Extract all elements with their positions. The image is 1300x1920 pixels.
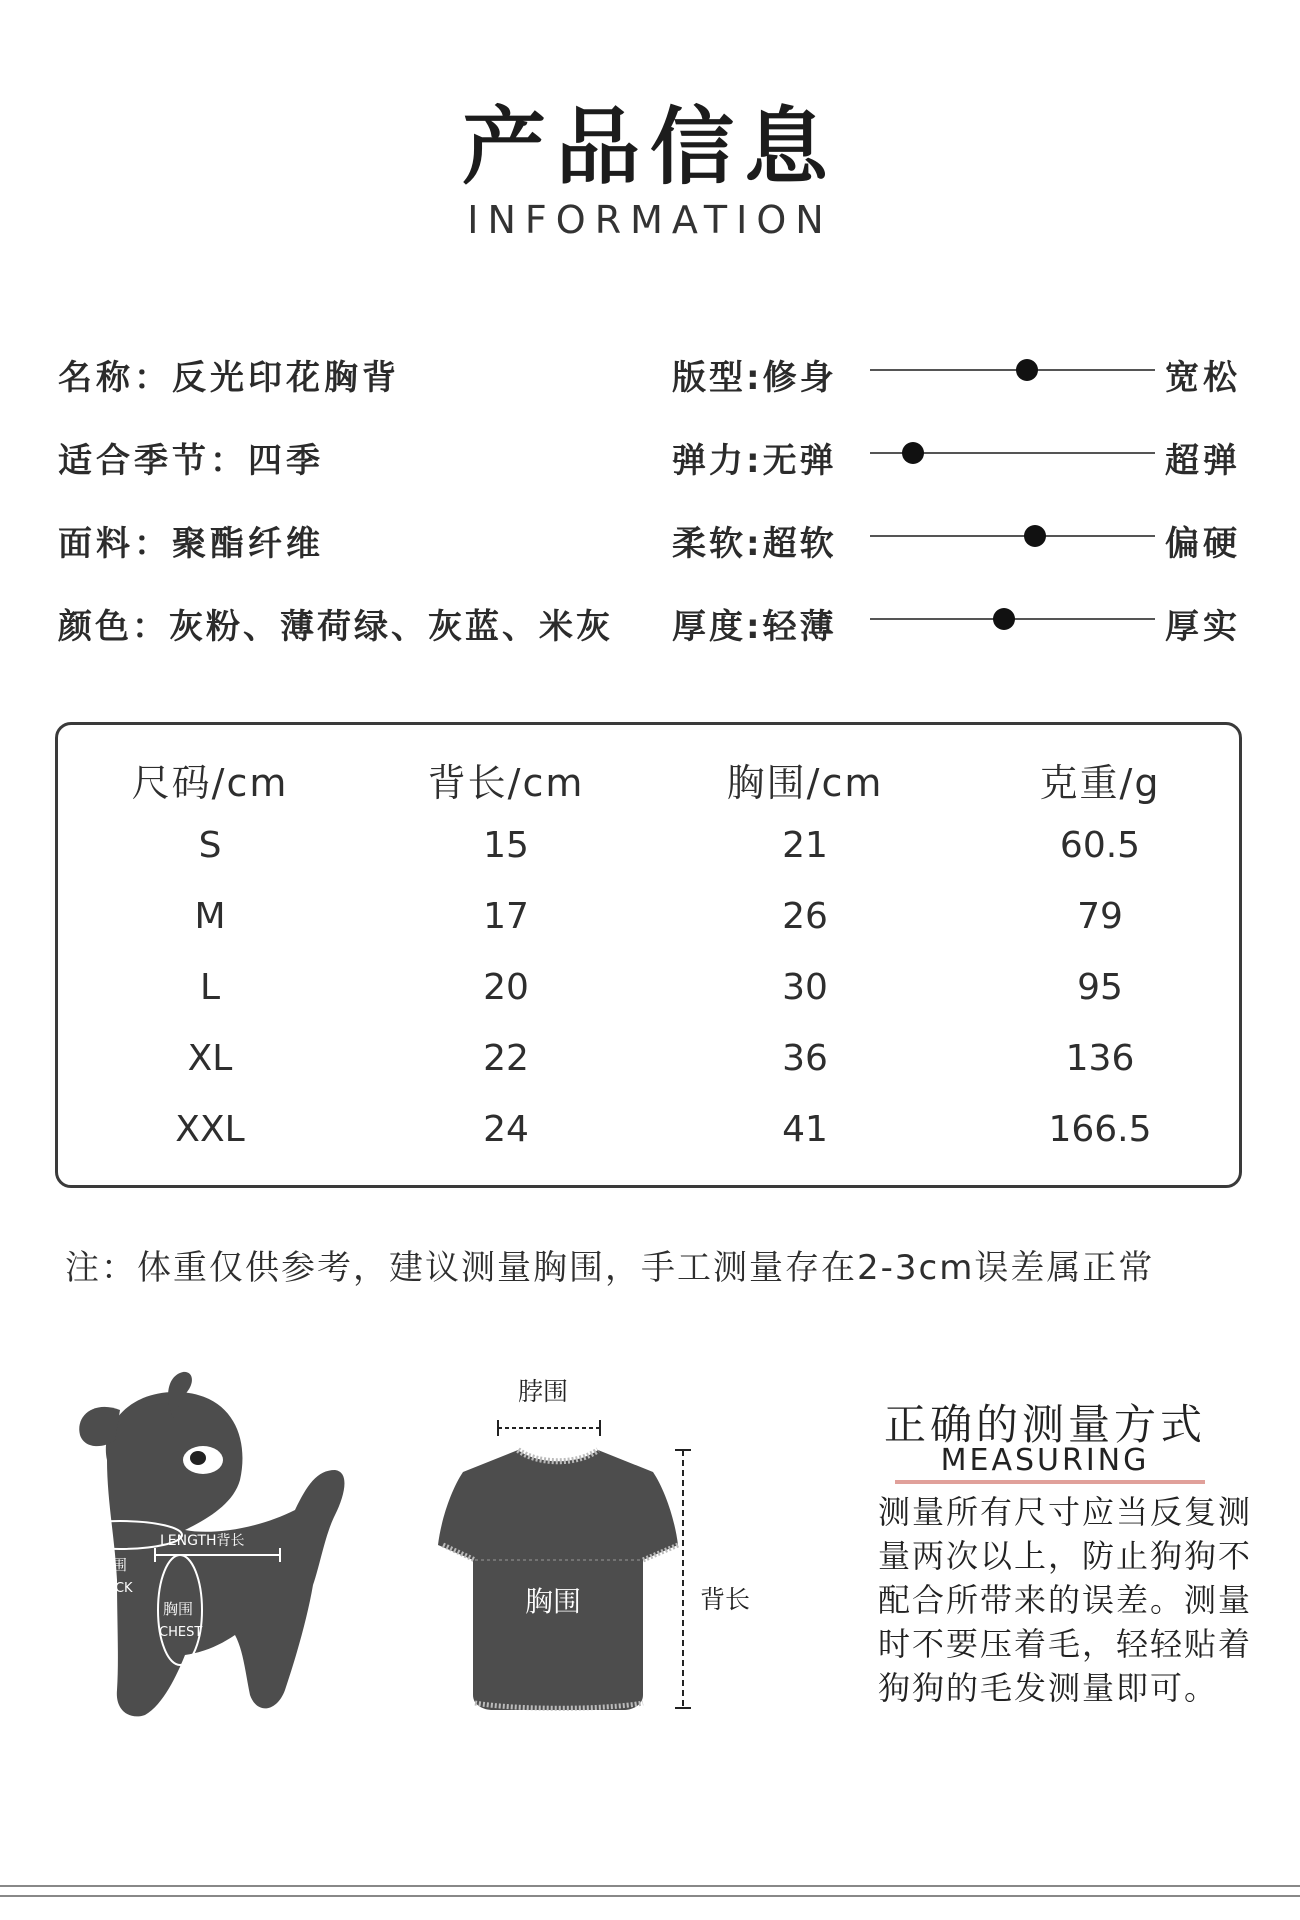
table-header-size: 尺码/cm xyxy=(131,761,289,805)
dog-label-chest-cn: 胸围 xyxy=(163,1600,194,1618)
table-cell-r3-c1: 22 xyxy=(483,1038,529,1079)
table-cell-r0-c0: S xyxy=(198,825,222,866)
table-cell-r2-c1: 20 xyxy=(483,967,529,1008)
dog-ear xyxy=(79,1407,120,1446)
table-cell-r3-c2: 36 xyxy=(782,1038,828,1079)
attr-slider-track-0 xyxy=(870,369,1155,371)
table-cell-r1-c3: 79 xyxy=(1077,896,1123,937)
attr-slider-dot-3 xyxy=(993,608,1015,630)
dog-label-length: LENGTH背长 xyxy=(160,1533,245,1549)
dog-eye-pupil xyxy=(190,1451,206,1465)
measurement-note: 注：体重仅供参考，建议测量胸围，手工测量存在2-3cm误差属正常 xyxy=(65,1248,1155,1288)
page-title: 产品信息 xyxy=(461,98,838,196)
table-header-weight: 克重/g xyxy=(1039,761,1161,805)
attr-slider-dot-0 xyxy=(1016,359,1038,381)
info-season: 适合季节：四季 xyxy=(58,441,324,481)
table-cell-r2-c0: L xyxy=(199,967,221,1008)
measure-title: 正确的测量方式 xyxy=(883,1400,1206,1449)
attr-slider-dot-1 xyxy=(902,442,924,464)
table-cell-r1-c2: 26 xyxy=(782,896,828,937)
table-cell-r2-c3: 95 xyxy=(1077,967,1123,1008)
measure-underline xyxy=(895,1480,1205,1484)
table-cell-r4-c1: 24 xyxy=(483,1109,529,1150)
info-fabric: 面料：聚酯纤维 xyxy=(58,524,324,564)
table-cell-r0-c1: 15 xyxy=(483,825,529,866)
table-header-chest: 胸围/cm xyxy=(726,761,884,805)
table-cell-r0-c2: 21 xyxy=(782,825,828,866)
info-name: 名称：反光印花胸背 xyxy=(58,358,400,398)
table-cell-r1-c0: M xyxy=(194,896,226,937)
table-cell-r2-c2: 30 xyxy=(782,967,828,1008)
dog-label-neck-cn: 脖围 xyxy=(97,1556,128,1574)
shirt-label-back: 背长 xyxy=(700,1585,751,1614)
attr-slider-dot-2 xyxy=(1024,525,1046,547)
measure-subtitle: MEASURING xyxy=(940,1443,1150,1478)
table-cell-r4-c3: 166.5 xyxy=(1048,1109,1152,1150)
page-subtitle: INFORMATION xyxy=(467,198,833,242)
shirt-measure-diagram xyxy=(435,1410,735,1730)
dog-measure-diagram xyxy=(45,1370,355,1730)
info-color: 颜色：灰粉、薄荷绿、灰蓝、米灰 xyxy=(58,607,613,647)
shirt-label-chest: 胸围 xyxy=(525,1585,582,1618)
attr-right-label-0: 宽松 xyxy=(1165,358,1241,398)
table-cell-r4-c2: 41 xyxy=(782,1109,828,1150)
footer-divider-2 xyxy=(0,1895,1300,1897)
table-cell-r4-c0: XXL xyxy=(175,1109,245,1150)
attr-right-label-1: 超弹 xyxy=(1165,441,1241,481)
attr-right-label-3: 厚实 xyxy=(1165,607,1241,647)
attr-label-1: 弹力:无弹 xyxy=(672,441,837,481)
attr-label-0: 版型:修身 xyxy=(672,358,837,398)
table-cell-r3-c0: XL xyxy=(187,1038,233,1079)
attr-slider-track-2 xyxy=(870,535,1155,537)
measure-body: 测量所有尺寸应当反复测量两次以上，防止狗狗不配合所带来的误差。测量时不要压着毛，轻轻贴着狗狗的毛发测量即可。 xyxy=(878,1493,1253,1707)
table-cell-r0-c3: 60.5 xyxy=(1059,825,1141,866)
dog-label-chest-en: CHEST xyxy=(159,1625,203,1640)
footer-divider xyxy=(0,1885,1300,1887)
attr-right-label-2: 偏硬 xyxy=(1165,524,1241,564)
attr-label-2: 柔软:超软 xyxy=(672,524,837,564)
dog-label-neck-en: NECK xyxy=(97,1581,133,1596)
table-cell-r1-c1: 17 xyxy=(483,896,529,937)
table-header-back-length: 背长/cm xyxy=(427,761,585,805)
shirt-label-neck: 脖围 xyxy=(518,1377,569,1406)
table-cell-r3-c3: 136 xyxy=(1065,1038,1135,1079)
attr-label-3: 厚度:轻薄 xyxy=(672,607,837,647)
